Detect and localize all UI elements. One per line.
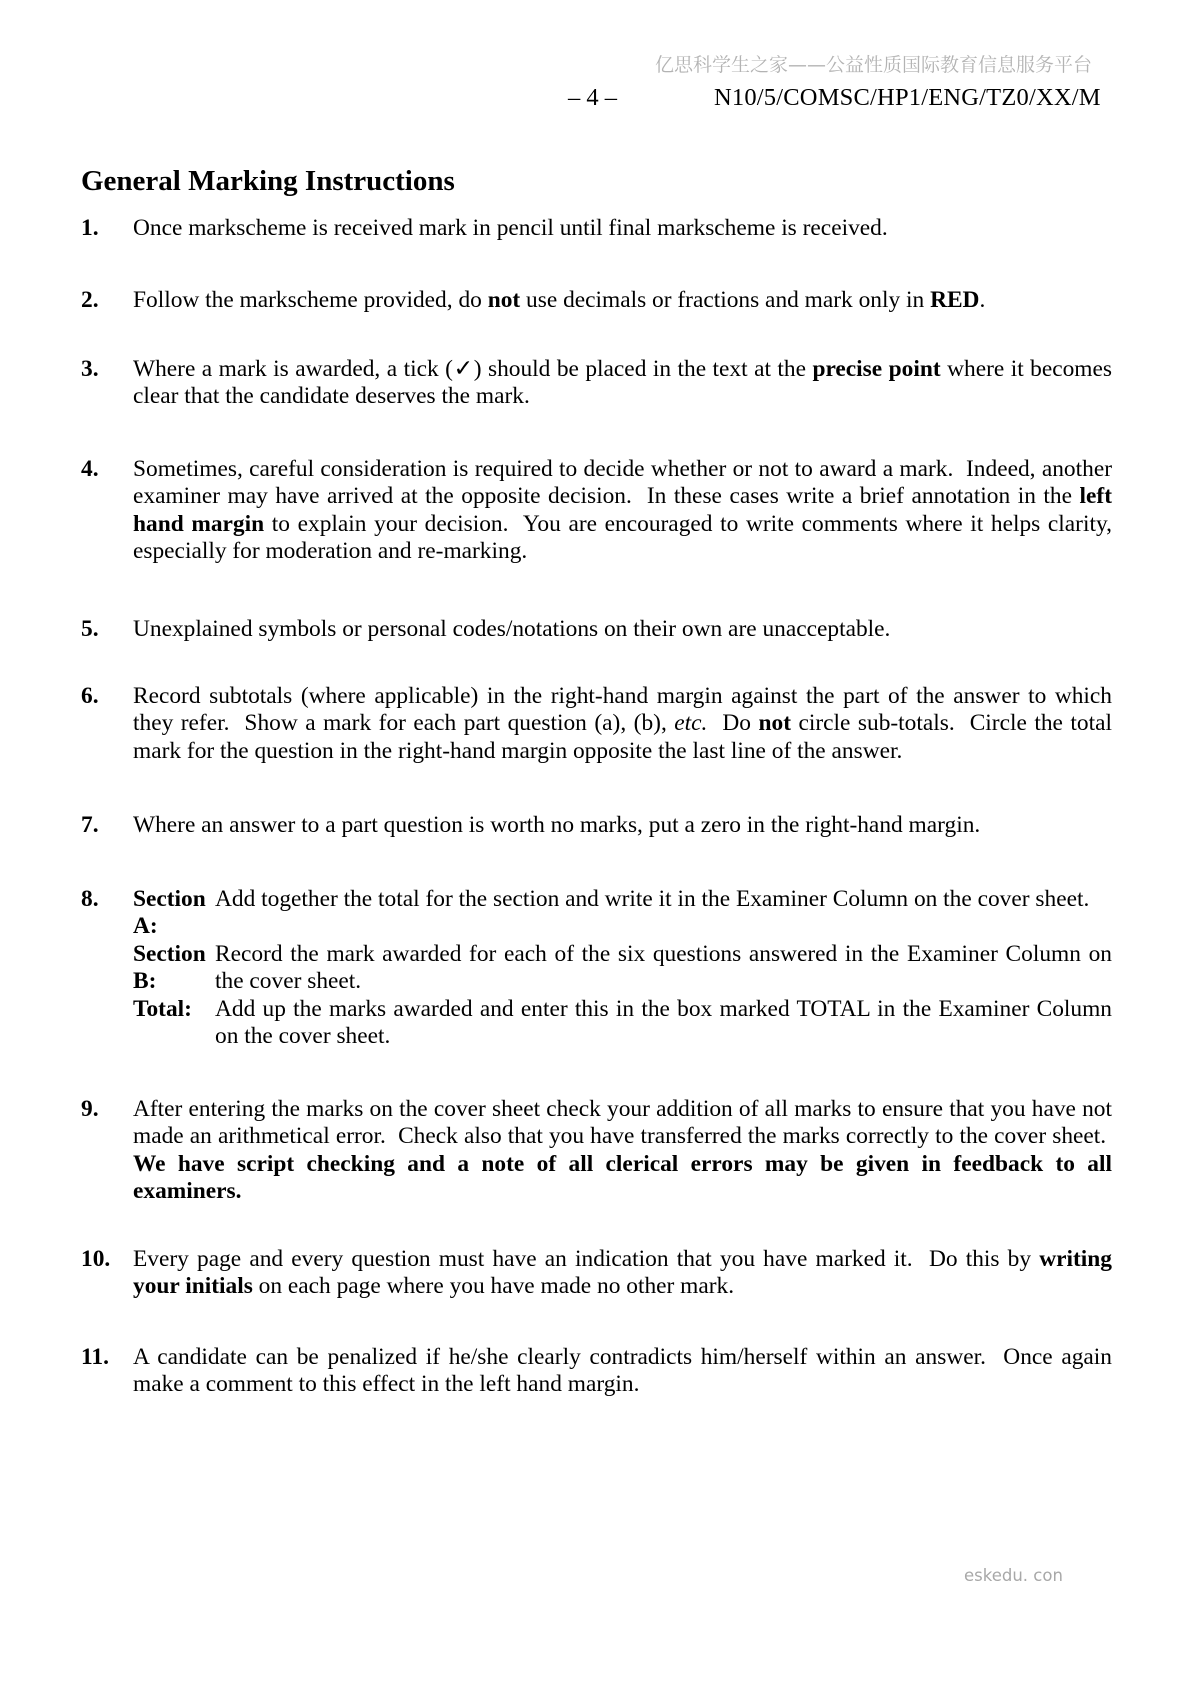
sub-item-text xyxy=(215,996,1112,1051)
item-number: 8. xyxy=(81,886,99,912)
sub-item-text xyxy=(215,886,1112,941)
text-run: Record the mark awarded for each of the six questions answered in the Examiner Column on the cover sheet. xyxy=(215,940,1112,995)
instruction-item xyxy=(81,812,1112,839)
text-run: A candidate can be penalized if he/she clearly contradicts him/herself within an answer. Once again make a comment to this effect in the left hand margin. xyxy=(133,1344,1112,1398)
instruction-item xyxy=(81,1344,1112,1399)
bold-text: not xyxy=(758,710,791,737)
sub-instruction xyxy=(133,996,1112,1051)
item-number: 2. xyxy=(81,287,99,313)
item-text xyxy=(133,683,1112,765)
text-run: Sometimes, careful consideration is required to decide whether or not to award a mark. Indeed, another examiner may have arrived at the opposite decision. In these cases write a brief annotation in the xyxy=(133,456,1112,510)
instruction-item xyxy=(81,215,1112,242)
text-run: on each page where you have made no other mark. xyxy=(252,1273,735,1300)
watermark: eskedu. con xyxy=(964,1566,1063,1585)
item-text xyxy=(133,456,1112,566)
text-run: Once markscheme is received mark in pencil until final markscheme is received. xyxy=(133,215,888,241)
text-run: Record subtotals (where applicable) in the right-hand margin against the part of the answer to which they refer. Show a mark for each part question (a), (b), xyxy=(133,683,1112,737)
instruction-item xyxy=(81,287,1112,314)
item-text xyxy=(133,812,1112,839)
sub-item-label: Section B: xyxy=(133,940,206,995)
item-number: 11. xyxy=(81,1344,109,1370)
page-title: General Marking Instructions xyxy=(81,165,455,197)
item-text xyxy=(133,1344,1112,1399)
item-number: 7. xyxy=(81,812,99,838)
text-run: Add together the total for the section and write it in the Examiner Column on the cover sheet. xyxy=(215,886,1090,912)
item-text xyxy=(133,1096,1112,1206)
item-text xyxy=(133,1246,1112,1301)
item-number: 10. xyxy=(81,1246,111,1272)
sub-item-label: Total: xyxy=(133,995,192,1022)
page-number: – 4 – xyxy=(568,84,617,111)
item-number: 1. xyxy=(81,215,99,241)
instruction-item xyxy=(81,1096,1112,1206)
instruction-item xyxy=(81,683,1112,765)
site-banner: 亿思科学生之家——公益性质国际教育信息服务平台 xyxy=(655,54,1093,76)
text-run: Every page and every question must have an indication that you have marked it. Do this by xyxy=(133,1246,1040,1272)
text-run: Do xyxy=(707,710,759,737)
text-run: to explain your decision. You are encouraged to write comments where it helps clarity, especially for moderation and re-marking. xyxy=(133,510,1112,565)
text-run: Follow the markscheme provided, do xyxy=(133,287,488,313)
text-run: Unexplained symbols or personal codes/notations on their own are unacceptable. xyxy=(133,616,891,642)
bold-text: left hand margin xyxy=(133,483,1112,537)
sub-instruction xyxy=(133,886,1112,941)
text-run: After entering the marks on the cover sheet check your addition of all marks to ensure that you have not made an arithmetical error. Check also that you have transferred the marks correctly to the cover sheet. xyxy=(133,1096,1112,1150)
instruction-item xyxy=(81,456,1112,566)
bold-text: not xyxy=(487,287,521,313)
item-text xyxy=(133,215,1112,242)
instruction-item xyxy=(81,616,1112,643)
item-number: 9. xyxy=(81,1096,99,1122)
item-number: 6. xyxy=(81,683,99,709)
sub-item-label: Section A: xyxy=(133,886,206,940)
item-text xyxy=(133,287,1112,314)
instruction-item xyxy=(81,886,1112,1050)
item-number: 3. xyxy=(81,356,99,382)
text-run: use decimals or fractions and mark only in xyxy=(520,287,931,313)
bold-text: precise point xyxy=(812,356,941,382)
text-run: circle sub-totals. Circle the total mark for the question in the right-hand margin opposite the last line of the answer. xyxy=(133,710,1112,764)
text-run: . xyxy=(979,287,986,313)
item-text xyxy=(133,886,1112,1050)
sub-item-text xyxy=(215,941,1112,996)
italic-text: etc. xyxy=(674,710,708,737)
text-run: Where an answer to a part question is worth no marks, put a zero in the right-hand margin. xyxy=(133,812,981,838)
item-text xyxy=(133,356,1112,411)
item-number: 4. xyxy=(81,456,99,482)
text-run: Where a mark is awarded, a tick (✓) should be placed in the text at the xyxy=(133,356,813,382)
item-number: 5. xyxy=(81,616,99,642)
item-text xyxy=(133,616,1112,643)
text-run: Add up the marks awarded and enter this in the box marked TOTAL in the Examiner Column on the cover sheet. xyxy=(215,995,1112,1050)
instruction-item xyxy=(81,356,1112,411)
bold-text: RED xyxy=(930,287,980,313)
instruction-item xyxy=(81,1246,1112,1301)
bold-text: We have script checking and a note of all clerical errors may be given in feedback to all examiners. xyxy=(133,1150,1112,1205)
text-run: where it becomes clear that the candidate deserves the mark. xyxy=(133,356,1112,410)
bold-text: writing your initials xyxy=(133,1246,1112,1300)
paper-code: N10/5/COMSC/HP1/ENG/TZ0/XX/M xyxy=(714,84,1101,111)
sub-instruction xyxy=(133,941,1112,996)
